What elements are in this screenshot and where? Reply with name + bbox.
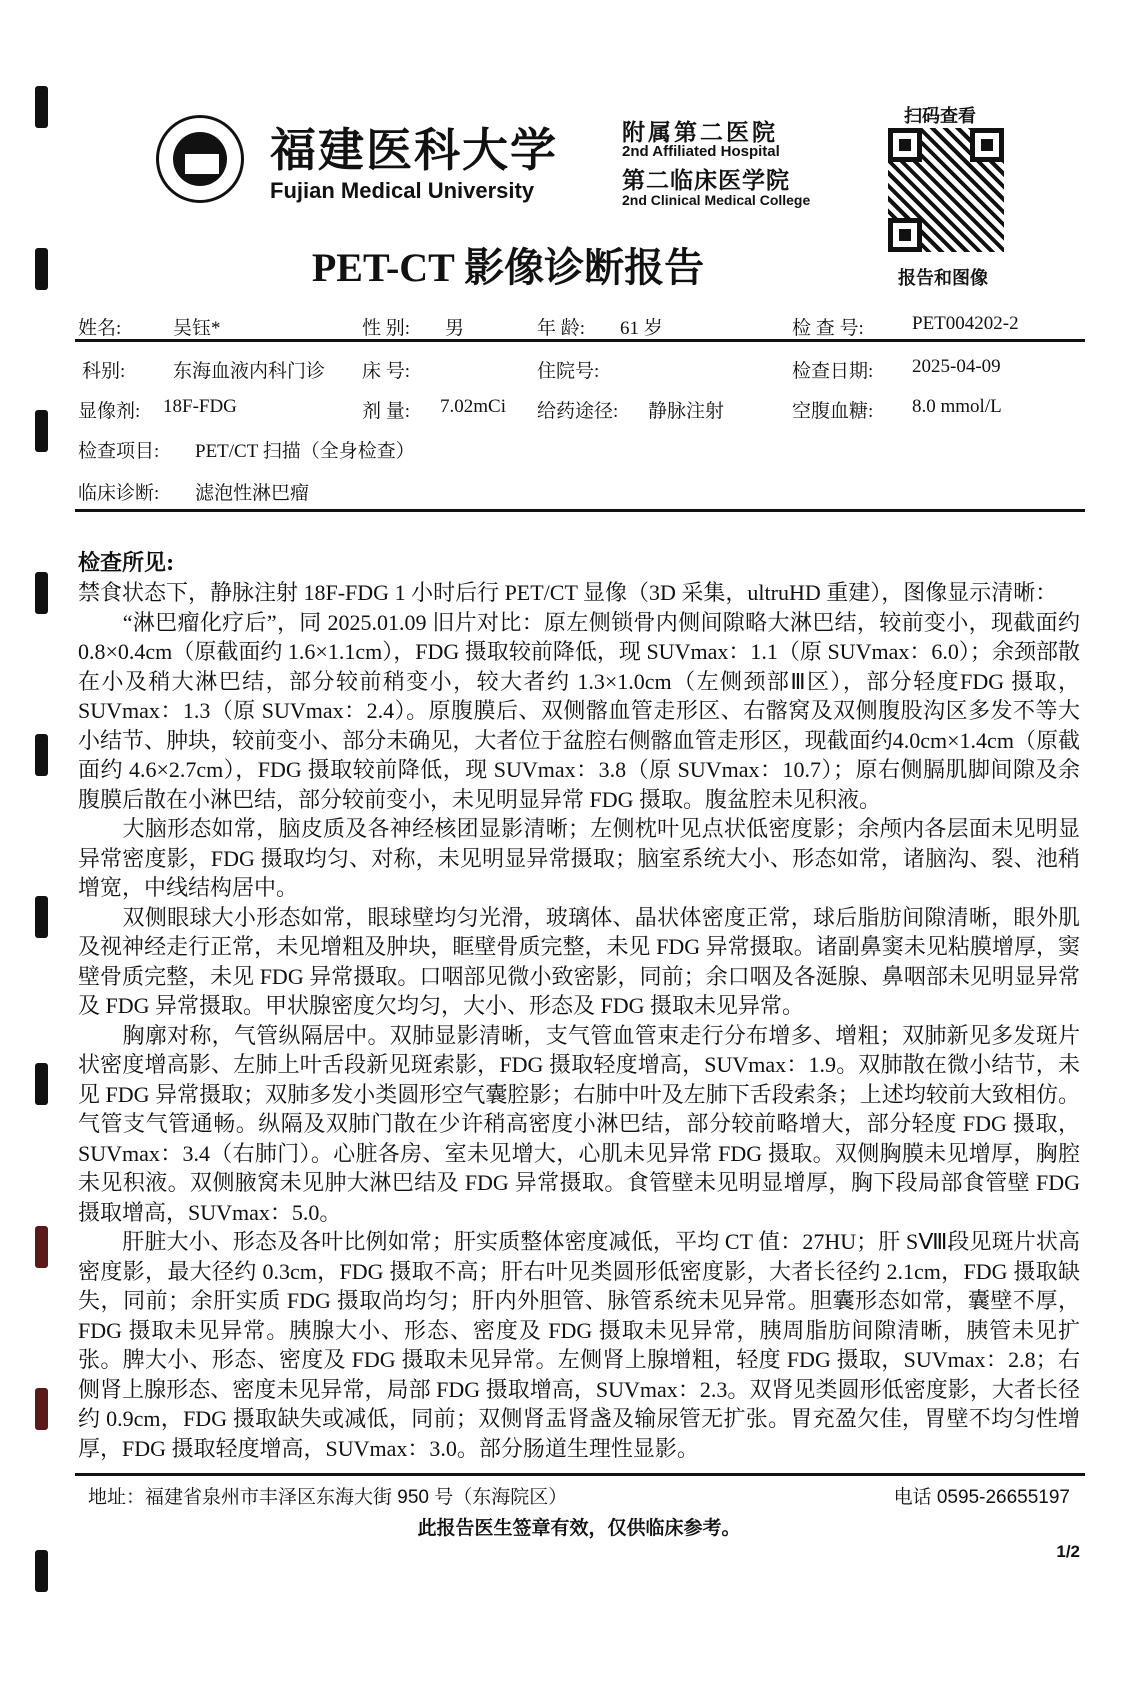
diagnosis-label: 临床诊断: bbox=[78, 483, 160, 504]
findings-line: 大脑形态如常，脑皮质及各神经核团显影清晰；左侧枕叶见点状低密度影；余颅内各层面未见 bbox=[78, 816, 1036, 841]
findings-line: 裂、池稍增宽，中线结构居中。 bbox=[78, 845, 1080, 900]
findings-line: 4.0cm×1.4cm（原截面约 4.6×2.7cm），FDG 摄取较前降低，现 SUVmax：3.8（原 SUVmax：10.7）； bbox=[78, 727, 1080, 782]
exam-no-label: 检 查 号: bbox=[792, 318, 864, 339]
findings-line: 节，未见 FDG 异常摄取；双肺多发小类圆形空气囊腔影；右肺中叶及左肺下舌段索条；上述均较前 bbox=[78, 1052, 1080, 1107]
qr-bottom-label: 报告和图像 bbox=[898, 268, 988, 289]
exam-item-label: 检查项目: bbox=[78, 441, 160, 462]
university-name-en: Fujian Medical University bbox=[270, 178, 535, 203]
dept-label: 科别: bbox=[82, 361, 126, 382]
binding-hole-mark bbox=[35, 86, 48, 128]
patient-age: 61 岁 bbox=[620, 318, 663, 339]
findings-paragraph bbox=[78, 1227, 1080, 1463]
findings-line: 肝脏大小、形态及各叶比例如常；肝实质整体密度减低，平均 CT 值：27HU；肝 SⅧ段见斑片状 bbox=[78, 1229, 1058, 1254]
findings-paragraph bbox=[78, 814, 1080, 903]
findings-line: 积液。 bbox=[815, 786, 882, 812]
tracer-label: 显像剂: bbox=[78, 401, 141, 422]
findings-paragraph bbox=[78, 1021, 1080, 1228]
bed-label: 床 号: bbox=[362, 361, 411, 382]
divider bbox=[75, 1473, 1085, 1476]
findings-line: 未见明显异常及 FDG 异常摄取。甲状腺密度欠均匀，大小、形态及 FDG 摄取未见异常。 bbox=[78, 963, 1080, 1018]
findings-line: FDG 摄取，SUVmax：1.3（原 SUVmax：2.4）。原腹膜后、双侧髂血管走形区、右髂窝及双侧腹股沟区 bbox=[78, 668, 1080, 723]
findings-line: 双侧眼球大小形态如常，眼球壁均匀光滑，玻璃体、晶状体密度正常，球后脂肪间隙清晰，眼 bbox=[78, 904, 1036, 930]
binding-hole-mark bbox=[35, 1226, 48, 1268]
dose: 7.02mCi bbox=[440, 396, 506, 417]
report-content bbox=[78, 548, 1080, 1562]
findings-paragraph bbox=[78, 903, 1080, 1021]
disclaimer: 此报告医生签章有效，仅供临床参考。 bbox=[417, 1518, 741, 1539]
findings-line: 取缺失，同前；余肝实质 FDG 摄取尚均匀；肝内外胆管、脉管系统未见异常。胆囊形态如常，囊壁 bbox=[78, 1258, 1080, 1313]
age-label: 年 龄: bbox=[537, 318, 586, 339]
route-label: 给药途径: bbox=[537, 401, 619, 422]
college-name-en: 2nd Clinical Medical College bbox=[622, 192, 811, 208]
qr-top-label: 扫码查看 bbox=[904, 106, 976, 127]
divider bbox=[75, 509, 1085, 512]
binding-hole-mark bbox=[35, 1550, 48, 1592]
findings-paragraph bbox=[78, 608, 1080, 815]
route: 静脉注射 bbox=[648, 401, 725, 422]
page-number: 1/2 bbox=[1056, 1542, 1080, 1561]
findings-line: 未见扩张。脾大小、形态、密度及 FDG 摄取未见异常。左侧肾上腺增粗，轻度 FDG 摄取，SUVmax： bbox=[78, 1317, 1080, 1372]
findings-line: 多发不等大小结节、肿块，较前变小、部分未确见，大者位于盆腔右侧髂血管走形区，现截面约 bbox=[78, 698, 1080, 753]
findings-line: 不厚，FDG 摄取未见异常。胰腺大小、形态、密度及 FDG 摄取未见异常，胰周脂肪间隙清晰，胰管 bbox=[78, 1288, 1080, 1343]
hospital-address: 地址：福建省泉州市丰泽区东海大街 950 号（东海院区） bbox=[88, 1487, 568, 1508]
name-label: 姓名: bbox=[78, 318, 122, 339]
inpatient-label: 住院号: bbox=[537, 361, 600, 382]
patient-sex: 男 bbox=[445, 318, 465, 339]
findings-line: 未见增厚，胸腔未见积液。双侧腋窝未见肿大淋巴结及 FDG 异常摄取。食管壁未见明显增厚，胸下 bbox=[78, 1140, 1080, 1195]
findings-line: 2.8；右侧肾上腺形态、密度未见异常，局部 FDG 摄取增高，SUVmax：2.3。双肾见类圆形低密度影， bbox=[78, 1347, 1080, 1402]
findings-heading: 检查所见: bbox=[78, 550, 175, 576]
findings-line: 原右侧膈肌脚间隙及余腹膜后散在小淋巴结，部分较前变小，未见明显异常 FDG 摄取。腹盆腔未见 bbox=[78, 757, 1080, 812]
findings-line: 明显异常密度影，FDG 摄取均匀、对称，未见明显异常摄取；脑室系统大小、形态如常，诸脑沟、 bbox=[78, 816, 1080, 871]
findings-paragraph bbox=[78, 578, 1080, 608]
qr-code[interactable] bbox=[888, 128, 1004, 252]
binding-hole-mark bbox=[35, 410, 48, 452]
exam-date-label: 检查日期: bbox=[792, 361, 874, 382]
exam-date: 2025-04-09 bbox=[912, 356, 1001, 377]
binding-hole-mark bbox=[35, 896, 48, 938]
findings-line: 高密度影，最大径约 0.3cm，FDG 摄取不高；肝右叶见类圆形低密度影，大者长径约 2.1cm，FDG 摄 bbox=[78, 1229, 1080, 1284]
binding-hole-mark bbox=[35, 572, 48, 614]
findings-line: 禁食状态下，静脉注射 18F-FDG 1 小时后行 PET/CT 显像（3D 采集，ultruHD 重建），图像显示清晰： bbox=[78, 580, 1058, 605]
findings-line: 余颈部散在小及稍大淋巴结，部分较前稍变小，较大者约 1.3×1.0cm（左侧颈部Ⅲ区），部分轻度 bbox=[78, 639, 1080, 694]
hospital-logo bbox=[156, 115, 244, 203]
findings-line: 段局部食管壁 FDG 摄取增高，SUVmax：5.0。 bbox=[78, 1170, 1080, 1225]
clinical-diagnosis: 滤泡性淋巴瘤 bbox=[195, 483, 310, 504]
binding-hole-mark bbox=[35, 1388, 48, 1430]
findings-line: 大者长径约 0.9cm，FDG 摄取缺失或减低，同前；双侧肾盂肾盏及输尿管无扩张。胃充盈欠佳，胃壁 bbox=[78, 1376, 1080, 1431]
exam-no: PET004202-2 bbox=[912, 313, 1019, 334]
glucose-label: 空腹血糖: bbox=[792, 401, 874, 422]
findings-line: “淋巴瘤化疗后”，同 2025.01.09 旧片对比：原左侧锁骨内侧间隙略大淋巴结，较前变小，现 bbox=[78, 609, 1014, 635]
dose-label: 剂 量: bbox=[362, 401, 411, 422]
report-title: PET-CT 影像诊断报告 bbox=[311, 245, 705, 290]
findings-line: 斑片状密度增高影、左肺上叶舌段新见斑索影，FDG 摄取轻度增高，SUVmax：1.9。双肺散在微小结 bbox=[78, 1022, 1080, 1077]
patient-name: 吴钰* bbox=[173, 318, 221, 339]
binding-hole-mark bbox=[35, 1063, 48, 1105]
divider bbox=[75, 339, 1085, 342]
findings-line: 增厚，窦壁骨质完整，未见 FDG 异常摄取。口咽部见微小致密影，同前；余口咽及各涎腺、鼻咽部 bbox=[78, 934, 1080, 989]
findings-line: 外肌及视神经走行正常，未见增粗及肿块，眶壁骨质完整，未见 FDG 异常摄取。诸副鼻窦未见粘膜 bbox=[78, 904, 1080, 959]
findings-line: 度 FDG 摄取，SUVmax：3.4（右肺门）。心脏各房、室未见增大，心肌未见异常 FDG 摄取。双侧胸膜 bbox=[78, 1111, 1080, 1166]
affiliate-name-cn: 附属第二医院 bbox=[622, 119, 778, 145]
exam-item: PET/CT 扫描（全身检查） bbox=[195, 441, 415, 462]
findings-line: 胸廓对称，气管纵隔居中。双肺显影清晰，支气管血管束走行分布增多、增粗；双肺新见多发 bbox=[78, 1022, 1036, 1048]
affiliate-name-en: 2nd Affiliated Hospital bbox=[622, 143, 780, 160]
glucose: 8.0 mmol/L bbox=[912, 396, 1002, 417]
college-name-cn: 第二临床医学院 bbox=[622, 167, 790, 193]
findings-line: 大致相仿。气管支气管通畅。纵隔及双肺门散在少许稍高密度小淋巴结，部分较前略增大，部分轻 bbox=[78, 1081, 1080, 1136]
university-name-cn: 福建医科大学 bbox=[270, 123, 558, 177]
findings-body bbox=[78, 578, 1080, 1463]
hospital-phone: 电话 0595-26655197 bbox=[893, 1487, 1070, 1508]
findings-line: 截面约 0.8×0.4cm（原截面约 1.6×1.1cm），FDG 摄取较前降低，现 SUVmax：1.1（原 SUVmax：6.0）； bbox=[78, 609, 1080, 664]
tracer: 18F-FDG bbox=[163, 396, 237, 417]
binding-hole-mark bbox=[35, 734, 48, 776]
dept: 东海血液内科门诊 bbox=[173, 361, 326, 382]
findings-line: 不均匀性增厚，FDG 摄取轻度增高，SUVmax：3.0。部分肠道生理性显影。 bbox=[78, 1406, 1080, 1461]
sex-label: 性 别: bbox=[362, 318, 411, 339]
